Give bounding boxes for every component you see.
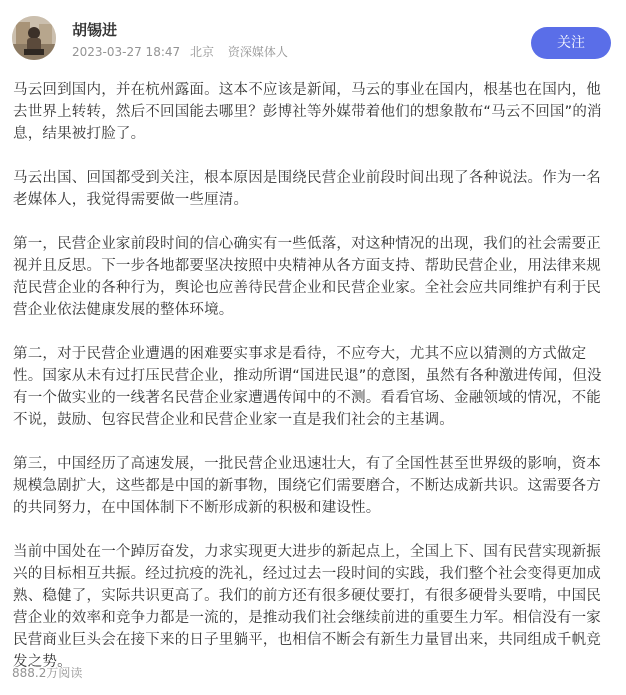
- post-header: [0, 0, 626, 80]
- author-name[interactable]: 胡锡进: [72, 21, 118, 39]
- paragraph: 当前中国处在一个踔厉奋发，力求实现更大进步的新起点上，全国上下、国有民营实现新振兴的目标相互共振。经过抗疫的洗礼，经过过去一段时间的实践，我们整个社会变得更加成熟、稳健了，实际共识更高了。我们的前方还有很多硬仗要打，有很多硬骨头要啃，中国民营企业的效率和竞争力都是一流的，是推动我们社会继续前进的重要生力军。相信没有一家民营商业巨头会在接下来的日子里躺平，也相信不断会有新生力量冒出来，共同组成千帆竞发之势。: [13, 544, 601, 670]
- paragraph: 第二，对于民营企业遭遇的困难要实事求是看待，不应夸大，尤其不应以猜测的方式做定性。国家从未有过打压民营企业，推动所谓“国进民退”的意图，虽然有各种激进传闻，但没有一个做实业的一线著名民营企业家遭遇传闻中的不测。看看官场、金融领域的情况，不能不说，鼓励、包容民营企业和民营企业家一直是我们社会的主基调。: [13, 346, 602, 428]
- avatar-photo-icon: [12, 16, 56, 60]
- paragraph: 马云回到国内，并在杭州露面。这本不应该是新闻，马云的事业在国内，根基也在国内，他去世界上转转，然后不回国能去哪里？彭博社等外媒带着他们的想象散布“马云不回国”的消息，结果被打脸了。: [13, 82, 602, 142]
- post-datetime[interactable]: 2023-03-27 18:47: [72, 45, 181, 59]
- read-count: 888.2万阅读: [12, 666, 83, 680]
- paragraph: 第一，民营企业家前段时间的信心确实有一些低落，对这种情况的出现，我们的社会需要正视并且反思。下一步各地都要坚决按照中央精神从各方面支持、帮助民营企业，用法律来规范民营企业的各种行为，舆论也应善待民营企业和民营企业家。全社会应共同维护有利于民营企业依法健康发展的整体环境。: [13, 236, 601, 318]
- paragraph: 马云出国、回国都受到关注，根本原因是围绕民营企业前段时间出现了各种说法。作为一名老媒体人，我觉得需要做一些厘清。: [13, 170, 601, 208]
- paragraph: 第三，中国经历了高速发展，一批民营企业迅速壮大，有了全国性甚至世界级的影响，资本规模急剧扩大，这些都是中国的新事物，围绕它们需要磨合，不断达成新共识。这需要各方的共同努力，在中国体制下不断形成新的积极和建设性。: [13, 456, 601, 516]
- post-meta: [72, 44, 288, 60]
- follow-button[interactable]: 关注: [531, 27, 611, 59]
- post-content: [13, 79, 613, 695]
- author-badge: 资深媒体人: [227, 45, 288, 59]
- author-avatar[interactable]: [12, 16, 56, 60]
- post-location: 北京: [189, 45, 214, 59]
